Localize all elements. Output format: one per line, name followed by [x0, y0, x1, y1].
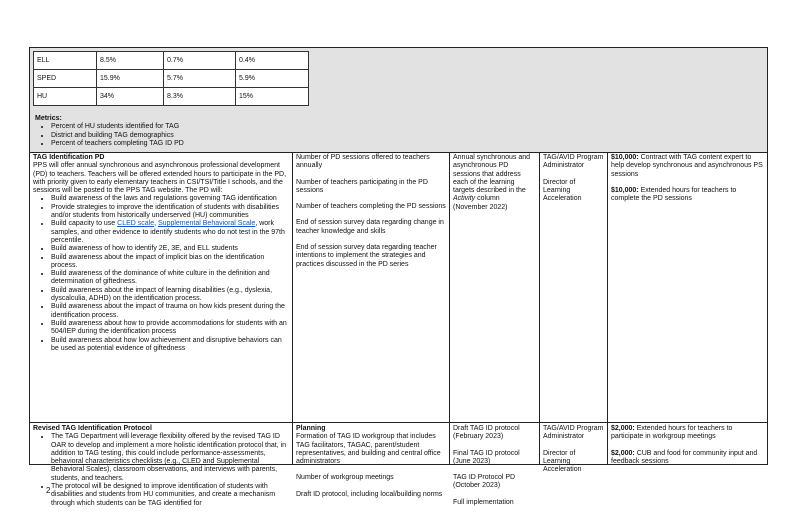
- planning-label: Planning: [296, 425, 326, 432]
- cell-value: 8.5%: [97, 52, 164, 70]
- cell-value: 15%: [236, 88, 309, 106]
- cled-scale-link[interactable]: CLED scale: [117, 220, 155, 228]
- list-item: • Build awareness of how to identify 2E, 3E, and ELL students: [51, 245, 289, 253]
- activity-title: Revised TAG Identification Protocol: [33, 425, 152, 432]
- lead-cell: [540, 423, 608, 474]
- cell-value: 5.7%: [164, 70, 236, 88]
- budget-text: CUB and food for community input and feedback sessions: [611, 449, 758, 465]
- supplemental-scale-link[interactable]: Supplemental Behavioral Scale: [158, 220, 256, 228]
- cell-value: 0.7%: [164, 52, 236, 70]
- measures-cell: [293, 152, 450, 422]
- list-item: • Build awareness about how low achievement and disruptive behaviors can be used as potential evidence of giftedness: [51, 337, 289, 354]
- demographics-table: [33, 51, 309, 106]
- table-row: [34, 88, 309, 106]
- metrics-list: [35, 123, 184, 148]
- budget-item: [611, 425, 764, 442]
- budget-cell: [608, 423, 767, 465]
- cell-value: 34%: [97, 88, 164, 106]
- row-label: HU: [34, 88, 97, 106]
- list-item: • The protocol will be designed to improve identification of students with disabilities and students from HU communities, and create a mechanism through which students can be TAG identified for: [51, 483, 289, 508]
- lead-item: TAG/AVID Program Administrator: [543, 154, 604, 170]
- list-item: • Build awareness about the impact of implicit bias on the identification process.: [51, 254, 289, 271]
- list-item: • Build awareness of the laws and regulations governing TAG identification: [51, 195, 289, 203]
- timeline-post: column (November 2022): [453, 195, 508, 211]
- budget-cell: [608, 152, 767, 422]
- list-item: • Build awareness about the impact of trauma on how kids present during the identification process.: [51, 303, 289, 320]
- timeline-item: Draft TAG ID protocol (February 2023): [453, 425, 520, 441]
- lead-item: Director of Learning Acceleration: [543, 449, 582, 474]
- page-number: 2: [46, 486, 51, 495]
- table-row: [30, 423, 767, 507]
- measure-item: Number of teachers completing the PD sessions: [296, 203, 446, 211]
- cell-value: 5.9%: [236, 70, 309, 88]
- row-label: ELL: [34, 52, 97, 70]
- capacity-post: , work samples, and other evidence to identify students who do not test in the 97th percentile.: [51, 220, 285, 244]
- activity-cell: [30, 152, 293, 422]
- measures-cell: [293, 423, 450, 498]
- timeline-italic: Activity: [453, 195, 476, 203]
- activity-cell: [30, 423, 293, 507]
- demographics-cell: [30, 48, 767, 153]
- cell-value: 15.9%: [97, 70, 164, 88]
- timeline-pre: Annual synchronous and asynchronous PD sessions that address each of the learning targets described in the: [453, 154, 531, 195]
- measure-item: End of session survey data regarding teacher intentions to implement the strategies and practices discussed in the PD series: [296, 244, 437, 268]
- list-item: • Percent of teachers completing TAG ID PD: [51, 140, 184, 148]
- list-item: • Provide strategies to improve the identification of students with disabilities and/or students from historically underserved (HU) communities: [51, 204, 289, 221]
- capacity-sep: ,: [154, 220, 159, 228]
- timeline-item: Final TAG ID protocol (June 2023): [453, 449, 520, 465]
- list-item: • Build awareness about the impact of learning disabilities (e.g., dyslexia, dyscalculia, ADHD) on the identification process.: [51, 287, 289, 304]
- timeline-cell: [450, 152, 540, 422]
- measure-item: End of session survey data regarding change in teacher knowledge and skills: [296, 219, 444, 235]
- row-label: SPED: [34, 70, 97, 88]
- cell-value: 0.4%: [236, 52, 309, 70]
- activity-list: [33, 433, 289, 508]
- lead-cell: [540, 152, 608, 422]
- list-item: [51, 220, 289, 245]
- cell-value: 8.3%: [164, 88, 236, 106]
- timeline-cell: [450, 423, 540, 506]
- metrics-heading: Metrics:: [35, 115, 62, 122]
- list-item: • Build awareness about how to provide accommodations for students with an 504/IEP during the identification process: [51, 320, 289, 337]
- table-row: [34, 70, 309, 88]
- measure-item: Number of teachers participating in the PD sessions: [296, 178, 428, 194]
- list-item: • Percent of HU students identified for TAG: [51, 123, 184, 131]
- activity-title: TAG Identification PD: [33, 154, 105, 161]
- budget-amount: $2,000:: [611, 425, 635, 432]
- table-row: [30, 152, 767, 423]
- capacity-pre: Build capacity to use: [51, 220, 118, 228]
- lead-item: TAG/AVID Program Administrator: [543, 425, 604, 441]
- budget-amount: $2,000:: [611, 449, 635, 457]
- budget-amount: $10,000:: [611, 154, 639, 161]
- activity-intro: PPS will offer annual synchronous and asynchronous professional development (PD) to teachers. Teachers will be offered extended hours to participate in the PD, with priority given to early elementary teachers in CSI/TSI/Title I schools, and the sessions will be posted to the PPS TAG website. The PD will:: [33, 162, 287, 195]
- list-item: • The TAG Department will leverage flexibility offered by the revised TAG ID OAR to develop and implement a more holistic identification protocol that, in addition to TAG testing, this could include performance-assessments, behavioral characteristics checklists (e.g., CLED and Supplemental Behavioral Scales), classroom observations, and interviews with parents, students, and teachers.: [51, 433, 289, 483]
- measure-item: Number of workgroup meetings: [296, 474, 394, 482]
- table-row: [34, 52, 309, 70]
- document-table: [29, 47, 768, 507]
- lead-item: Director of Learning Acceleration: [543, 178, 582, 203]
- timeline-item: TAG ID Protocol PD (October 2023): [453, 474, 516, 490]
- budget-item: [611, 187, 764, 204]
- measure-item: Formation of TAG ID workgroup that includes TAG facilitators, TAGAC, parent/student representatives, and building and central office administrators: [296, 433, 441, 466]
- timeline-item: Full implementation: [453, 498, 514, 506]
- budget-text: Extended hours for teachers to complete the PD sessions: [611, 186, 737, 203]
- budget-item: [611, 154, 764, 179]
- list-item: • Build awareness of the dominance of white culture in the definition and determination of giftedness.: [51, 270, 289, 287]
- measure-item: Draft ID protocol, including local/building norms: [296, 490, 443, 498]
- measure-item: Number of PD sessions offered to teachers annually: [296, 154, 430, 170]
- budget-text: Extended hours for teachers to participate in workgroup meetings: [611, 425, 733, 441]
- budget-amount: $10,000:: [611, 186, 639, 194]
- activity-list: [33, 195, 289, 353]
- budget-text: Contract with TAG content expert to help develop synchronous and asynchronous PS sessions: [611, 154, 763, 178]
- list-item: • District and building TAG demographics: [51, 132, 184, 140]
- metrics-block: [35, 115, 184, 148]
- budget-item: [611, 450, 764, 467]
